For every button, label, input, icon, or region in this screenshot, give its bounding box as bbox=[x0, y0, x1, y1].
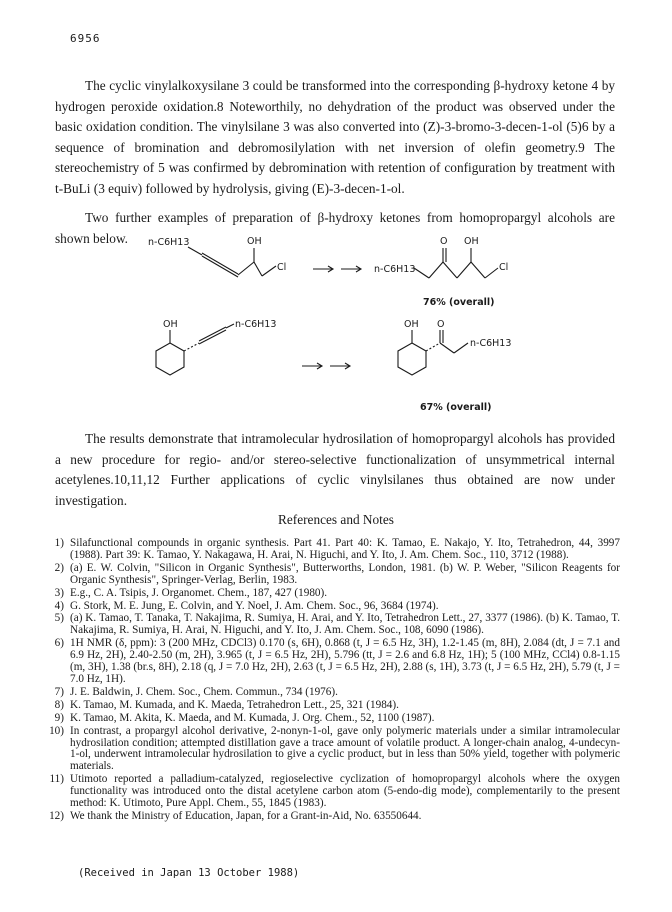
reference-item bbox=[40, 774, 620, 810]
r2-hydroxyl: OH bbox=[163, 319, 178, 330]
r1-hydroxyl: OH bbox=[247, 236, 262, 247]
reference-text: Silafunctional compounds in organic synthesis. Part 41. Part 40: K. Tamao, E. Nakajo, Y. Ito, Tetrahedron, 44, 3997 (1988). Part 39: K. Tamao, Y. Nakagawa, H. Arai, N. Higuchi, and Y. Ito, J. Am. Chem. Soc., 110, 3712 (1988). bbox=[70, 537, 620, 561]
reference-item bbox=[40, 588, 620, 600]
r2-product-hydroxyl: OH bbox=[404, 319, 419, 330]
reference-text: In contrast, a propargyl alcohol derivative, 2-nonyn-1-ol, gave only polymeric materials under a similar intramolecular hydrosilation condition; attempted distillation gave a trace amount of volatile product. A longer-chain analog, 4-undecyn-1-ol, underwent intramolecular hydrosilation to give a cyclic product, but in less than 50% yield, together with polymeric materials. bbox=[70, 724, 620, 773]
paragraph-2: Two further examples of preparation of β-hydroxy ketones from homopropargyl alcohols are shown below. bbox=[55, 210, 615, 246]
r1-chloro: Cl bbox=[277, 262, 287, 273]
reference-number: 2) bbox=[54, 561, 64, 574]
r1-substituent: n-C6H13 bbox=[148, 237, 190, 248]
r1-product-oxo: O bbox=[440, 236, 448, 247]
reference-number: 12) bbox=[49, 809, 64, 822]
r1-product-hydroxyl: OH bbox=[464, 236, 479, 247]
r1-yield: 76% (overall) bbox=[423, 297, 495, 308]
paragraph-3: The results demonstrate that intramolecular hydrosilation of homopropargyl alcohols has provided a new procedure for regio- and/or stereo-selective functionalization of unsymmetrical internal acetylenes.10,11,12 Further applications of cyclic vinylsilanes thus obtained are now under investigation. bbox=[55, 431, 615, 508]
reference-number: 6) bbox=[54, 637, 64, 650]
reference-item bbox=[40, 601, 620, 613]
reference-number: 8) bbox=[54, 698, 64, 711]
reference-item bbox=[40, 613, 620, 637]
reference-text: (a) E. W. Colvin, "Silicon in Organic Synthesis", Butterworths, London, 1981. (b) W. P. Weber, "Silicon Reagents for Organic Synthesis", Springer-Verlag, Berlin, 1983. bbox=[70, 561, 620, 586]
reference-number: 1) bbox=[54, 537, 64, 549]
reference-number: 11) bbox=[49, 773, 64, 786]
reference-text: We thank the Ministry of Education, Japan, for a Grant-in-Aid, No. 63550644. bbox=[70, 809, 422, 822]
r2-product-oxo: O bbox=[437, 319, 445, 330]
reference-text: Utimoto reported a palladium-catalyzed, regioselective cyclization of homopropargyl alcohols where the oxygen functionality was introduced onto the distal acetylene carbon atom (5-endo-dig mode), complementarily to the present method: K. Utimoto, Pure Appl. Chem., 55, 1845 (1983). bbox=[70, 773, 620, 810]
r2-yield: 67% (overall) bbox=[420, 402, 492, 413]
reference-text: J. E. Baldwin, J. Chem. Soc., Chem. Commun., 734 (1976). bbox=[70, 685, 338, 698]
r2-product-substituent: n-C6H13 bbox=[470, 338, 512, 349]
reference-item bbox=[40, 811, 620, 823]
r2-substituent: n-C6H13 bbox=[235, 319, 277, 330]
reference-item bbox=[40, 563, 620, 587]
reference-text: G. Stork, M. E. Jung, E. Colvin, and Y. Noel, J. Am. Chem. Soc., 96, 3684 (1974). bbox=[70, 599, 439, 612]
references-list bbox=[40, 538, 620, 824]
reference-number: 7) bbox=[54, 685, 64, 698]
reference-item bbox=[40, 638, 620, 686]
reference-item bbox=[40, 713, 620, 725]
references-title: References and Notes bbox=[278, 512, 394, 527]
reference-number: 4) bbox=[54, 599, 64, 612]
r1-product-substituent: n-C6H13 bbox=[374, 264, 416, 275]
reference-item bbox=[40, 726, 620, 774]
r1-product-chloro: Cl bbox=[499, 262, 509, 273]
reference-text: E.g., C. A. Tsipis, J. Organomet. Chem., 187, 427 (1980). bbox=[70, 586, 328, 599]
reference-item bbox=[40, 687, 620, 699]
reference-text: K. Tamao, M. Akita, K. Maeda, and M. Kumada, J. Org. Chem., 52, 1100 (1987). bbox=[70, 711, 435, 724]
received-date: (Received in Japan 13 October 1988) bbox=[78, 867, 300, 879]
reference-number: 3) bbox=[54, 586, 64, 599]
reference-number: 10) bbox=[49, 724, 64, 737]
reference-text: K. Tamao, M. Kumada, and K. Maeda, Tetrahedron Lett., 25, 321 (1984). bbox=[70, 698, 399, 711]
page-number: 6956 bbox=[70, 32, 101, 45]
reference-item bbox=[40, 700, 620, 712]
reference-number: 5) bbox=[54, 612, 64, 625]
reference-text: 1H NMR (δ, ppm): 3 (200 MHz, CDCl3) 0.170 (s, 6H), 0.868 (t, J = 6.5 Hz, 3H), 1.2-1.45 (m, 8H), 2.084 (dt, J = 7.1 and 6.9 Hz, 2H), 2.40-2.50 (m, 2H), 3.965 (t, J = 6.5 Hz, 2H), 5.796 (tt, J = 2.6 and 6.8 Hz, 1H); 5 (100 MHz, CCl4) 0.8-1.15 (m, 3H), 1.38 (br.s, 8H), 2.18 (q, J = 7.0 Hz, 2H), 2.63 (t, J = 6.5 Hz, 2H), 2.88 (s, 1H), 3.73 (t, J = 6.5 Hz, 2H), 5.79 (t, J = 7.0 Hz, 1H). bbox=[70, 637, 620, 685]
reference-number: 9) bbox=[54, 711, 64, 724]
paragraph-1: The cyclic vinylalkoxysilane 3 could be transformed into the corresponding β-hydroxy ketone 4 by hydrogen peroxide oxidation.8 Noteworthily, no dehydration of the product was observed under the basic oxidation condition. The vinylsilane 3 was also converted into (Z)-3-bromo-3-decen-1-ol (5)6 by a sequence of bromination and debromosilylation with net inversion of olefin geometry.9 The stereochemistry of 5 was confirmed by debromination with retention of configuration by treatment with t-BuLi (3 equiv) followed by hydrolysis, giving (E)-3-decen-1-ol. bbox=[55, 78, 615, 196]
reference-text: (a) K. Tamao, T. Tanaka, T. Nakajima, R. Sumiya, H. Arai, and Y. Ito, Tetrahedron Lett., 27, 3377 (1986). (b) K. Tamao, T. Nakajima, R. Sumiya, H. Arai, N. Higuchi, and Y. Ito, J. Am. Chem. Soc., 108, 6090 (1986). bbox=[70, 612, 620, 637]
reference-item bbox=[40, 538, 620, 562]
